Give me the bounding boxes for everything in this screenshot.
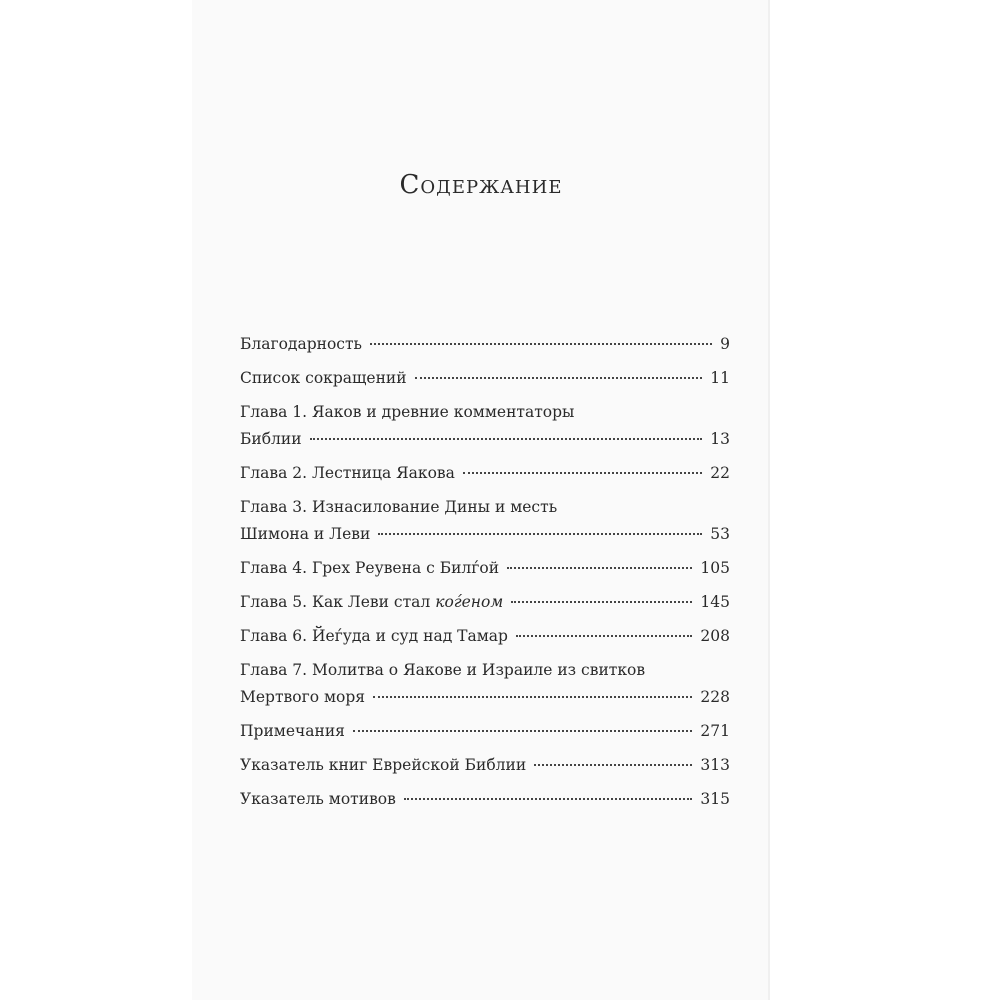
toc-entry-label: Библии: [240, 430, 302, 448]
toc-entry-first-line: Глава 7. Молитва о Яакове и Израиле из свитков: [240, 661, 646, 679]
toc-page-number: 315: [700, 790, 730, 808]
toc-entry-first-line: Глава 3. Изнасилование Дины и месть: [240, 498, 558, 516]
toc-entry-label: Шимона и Леви: [240, 525, 371, 543]
toc-entry[interactable]: [240, 721, 730, 741]
toc-entry-label: Указатель книг Еврейской Библии: [240, 756, 527, 774]
toc-entry[interactable]: [240, 755, 730, 775]
dot-leader: [415, 377, 703, 379]
toc-entry-label: Глава 4. Грех Реувена с Билѓой: [240, 559, 500, 577]
dot-leader: [516, 635, 692, 637]
toc-page-number: 228: [700, 688, 730, 706]
dot-leader: [378, 533, 702, 535]
toc-entry[interactable]: [240, 463, 730, 483]
toc-entry[interactable]: [240, 592, 730, 612]
book-page: [192, 0, 770, 1000]
toc-entry-label: Указатель мотивов: [240, 790, 396, 808]
toc-entry[interactable]: [240, 558, 730, 578]
dot-leader: [310, 438, 703, 440]
toc-entry[interactable]: [240, 368, 730, 388]
toc-entry-label: Глава 6. Йеѓуда и суд над Тамар: [240, 627, 508, 645]
toc-entry-label: Мертвого моря: [240, 688, 366, 706]
toc-entry-label: Благодарность: [240, 335, 362, 353]
dot-leader: [463, 472, 702, 474]
toc-entry-label: Список сокращений: [240, 369, 407, 387]
toc-entry-label-italic: коѓеном: [435, 593, 504, 611]
toc-page-number: 145: [700, 593, 730, 611]
dot-leader: [534, 764, 692, 766]
toc-page-number: 13: [710, 430, 730, 448]
toc-page-number: 9: [720, 335, 730, 353]
dot-leader: [404, 798, 693, 800]
table-of-contents: [240, 334, 730, 823]
toc-entry[interactable]: [240, 497, 730, 544]
dot-leader: [370, 343, 712, 345]
toc-page-number: 22: [710, 464, 730, 482]
toc-page-number: 208: [700, 627, 730, 645]
toc-entry-label: [240, 592, 503, 612]
dot-leader: [353, 730, 692, 732]
toc-page-number: 313: [700, 756, 730, 774]
toc-entry[interactable]: [240, 626, 730, 646]
toc-entry-label-regular: Глава 5. Как Леви стал: [240, 593, 436, 611]
toc-page-number: 105: [700, 559, 730, 577]
toc-page-number: 11: [710, 369, 730, 387]
dot-leader: [511, 601, 692, 603]
dot-leader: [373, 696, 692, 698]
toc-page-number: 271: [700, 722, 730, 740]
toc-entry[interactable]: [240, 789, 730, 809]
toc-entry[interactable]: [240, 334, 730, 354]
toc-entry[interactable]: [240, 402, 730, 449]
toc-page-number: 53: [710, 525, 730, 543]
page-title: Содержание: [399, 170, 563, 200]
toc-entry[interactable]: [240, 660, 730, 707]
toc-entry-first-line: Глава 1. Яаков и древние комментаторы: [240, 403, 575, 421]
toc-entry-label: Глава 2. Лестница Яакова: [240, 464, 455, 482]
dot-leader: [507, 567, 692, 569]
toc-entry-label: Примечания: [240, 722, 345, 740]
